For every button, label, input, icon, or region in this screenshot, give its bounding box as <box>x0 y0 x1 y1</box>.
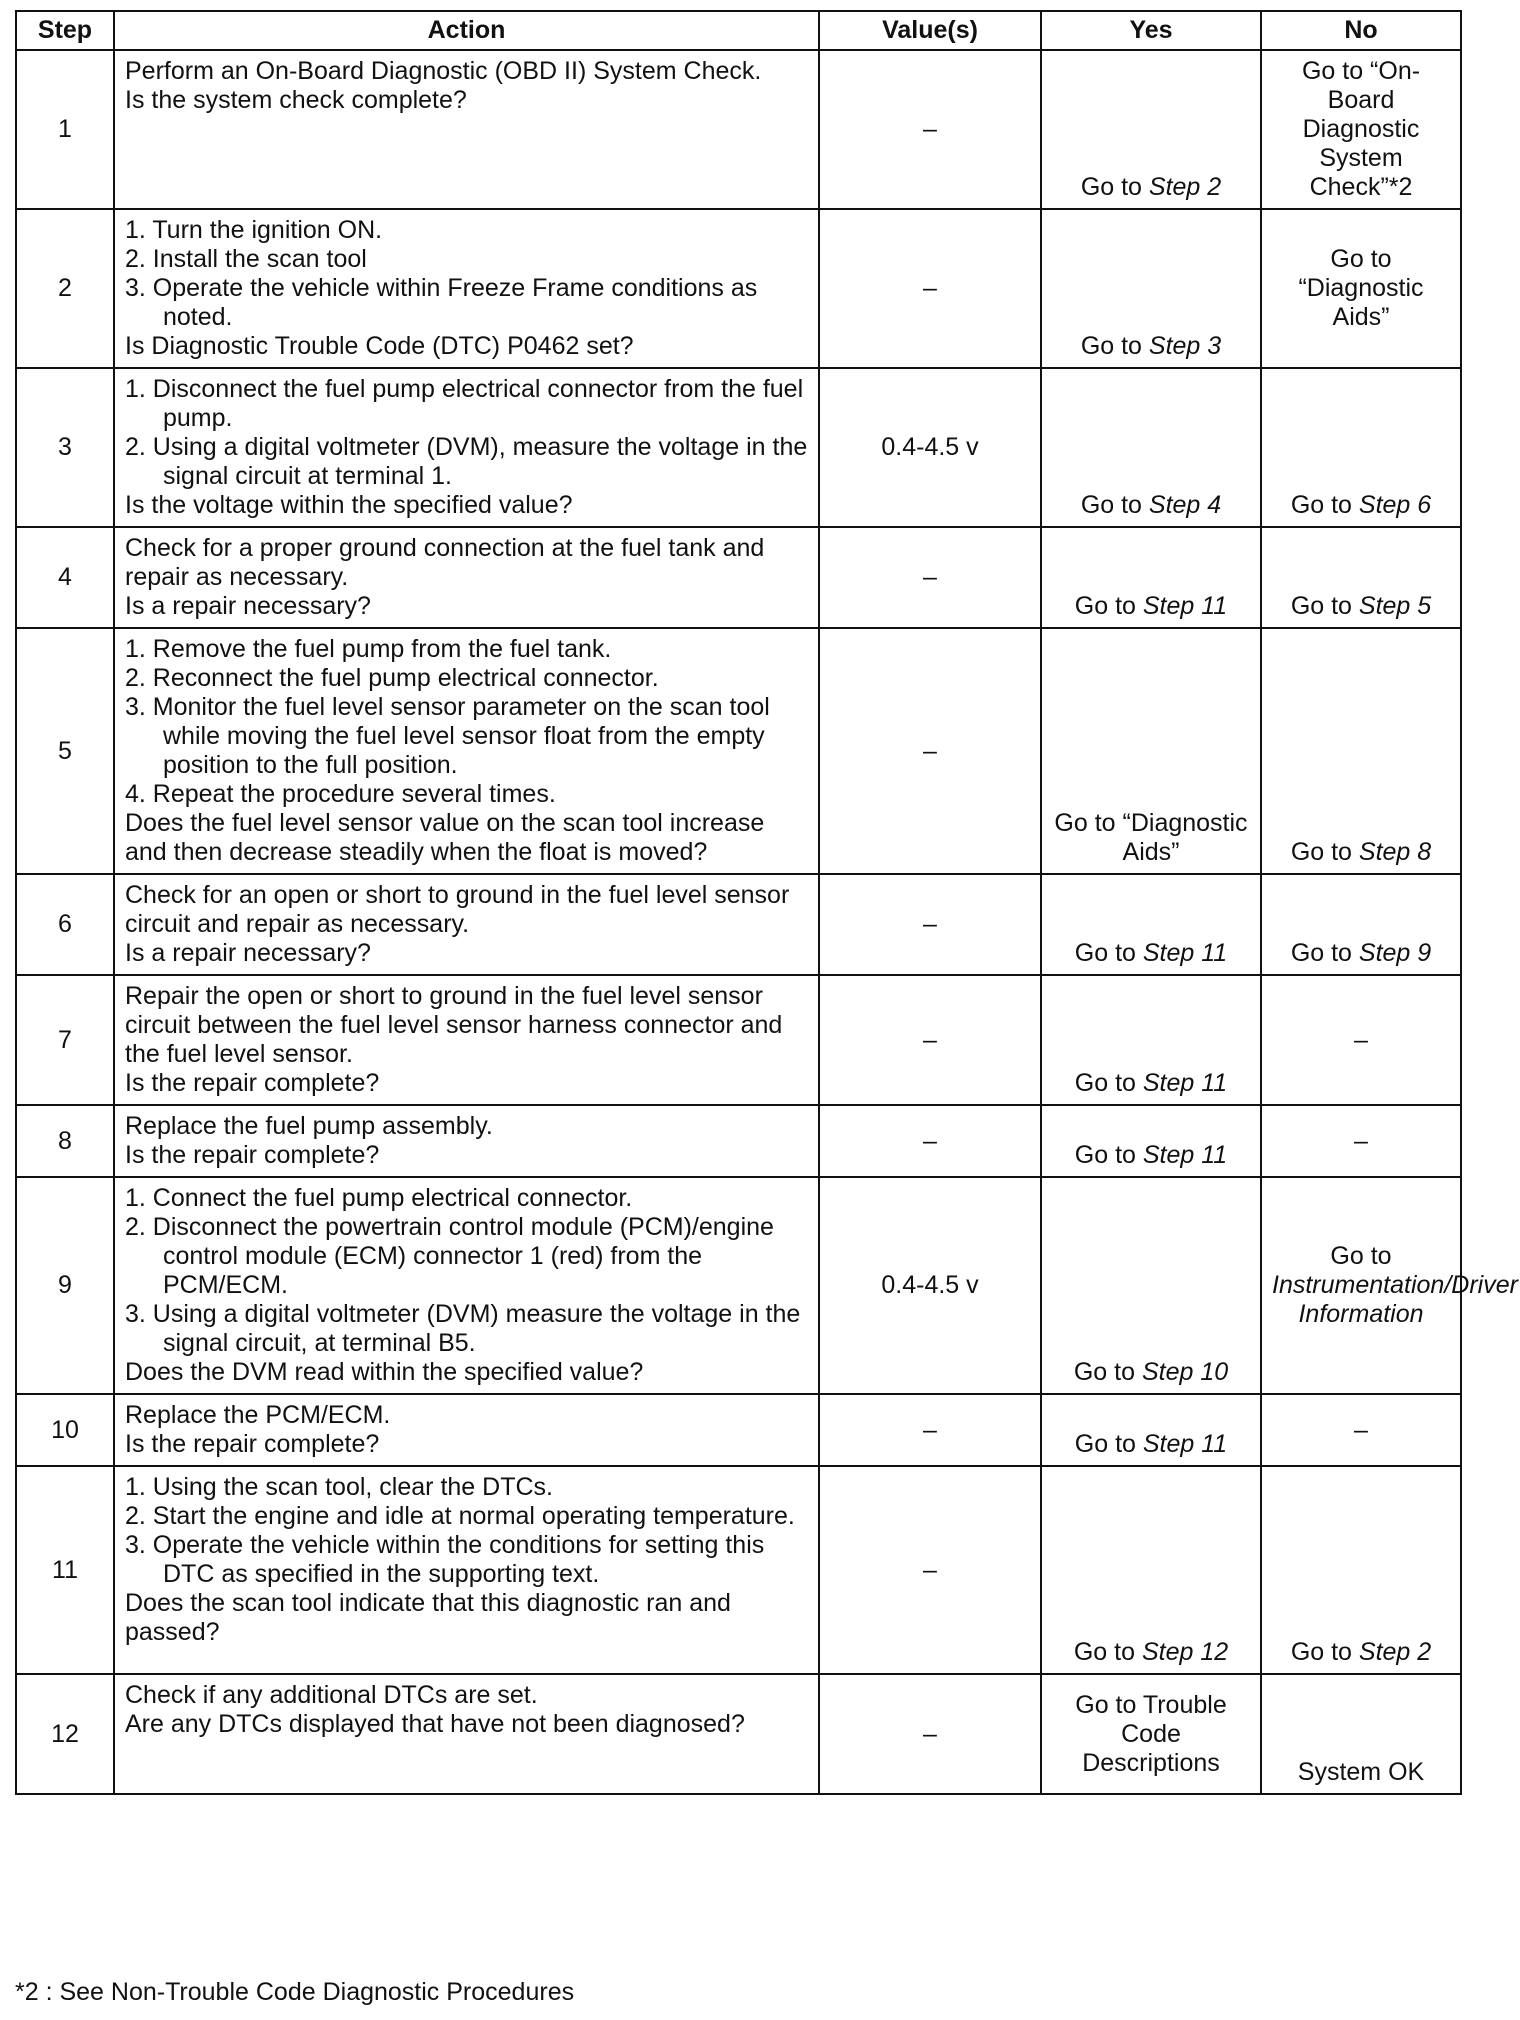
action-text: Perform an On-Board Diagnostic (OBD II) System Check. <box>125 57 762 85</box>
step-number: 7 <box>16 975 114 1105</box>
step-number: 8 <box>16 1105 114 1177</box>
action-question: Is the voltage within the specified value? <box>125 491 573 519</box>
action-step-item: 3. Operate the vehicle within the conditions for setting this DTC as specified in the supporting text. <box>125 1531 765 1588</box>
yes-step-ref: Step 3 <box>1148 332 1222 360</box>
yes-text: Go to <box>1074 1069 1143 1097</box>
no-text: Go to <box>1290 491 1359 519</box>
yes-step-ref: Step 12 <box>1141 1638 1229 1666</box>
yes-cell <box>1041 628 1261 874</box>
action-question: Does the scan tool indicate that this diagnostic ran and passed? <box>125 1589 731 1646</box>
no-step-ref: Step 9 <box>1358 939 1432 967</box>
yes-step-ref: Step 11 <box>1142 1069 1228 1097</box>
diagnostic-table <box>15 10 1518 1795</box>
no-text: Go to <box>1290 592 1359 620</box>
value-cell: – <box>819 209 1041 368</box>
yes-cell <box>1041 1674 1261 1794</box>
no-step-ref: Step 8 <box>1358 838 1432 866</box>
action-step-item: 3. Operate the vehicle within Freeze Frame conditions as noted. <box>125 274 758 331</box>
yes-step-ref: Step 11 <box>1142 1430 1228 1458</box>
no-text: Go to <box>1290 1638 1359 1666</box>
action-cell <box>114 1394 819 1466</box>
no-text: – <box>1354 1126 1368 1155</box>
no-text: – <box>1354 1025 1368 1054</box>
action-question: Is the system check complete? <box>125 86 467 114</box>
action-text: Replace the fuel pump assembly. <box>125 1112 493 1140</box>
yes-text: Go to <box>1080 173 1149 201</box>
step-number: 1 <box>16 50 114 209</box>
action-step-item: 2. Using a digital voltmeter (DVM), measure the voltage in the signal circuit at terminal 1. <box>125 433 808 490</box>
yes-cell <box>1041 527 1261 628</box>
value-cell: 0.4-4.5 v <box>819 1177 1041 1394</box>
action-question: Is the repair complete? <box>125 1430 380 1458</box>
action-cell <box>114 1105 819 1177</box>
step-number: 5 <box>16 628 114 874</box>
header-yes: Yes <box>1041 11 1261 50</box>
action-cell <box>114 874 819 975</box>
step-number: 9 <box>16 1177 114 1394</box>
action-step-item: 2. Install the scan tool <box>125 245 367 273</box>
yes-step-ref: Step 11 <box>1142 1141 1228 1169</box>
step-number: 12 <box>16 1674 114 1794</box>
action-question: Is a repair necessary? <box>125 939 371 967</box>
yes-text: Go to Trouble Code Descriptions <box>1075 1690 1227 1777</box>
value-cell: – <box>819 628 1041 874</box>
action-cell <box>114 50 819 209</box>
yes-step-ref: Step 11 <box>1142 939 1228 967</box>
action-step-item: 2. Disconnect the powertrain control module (PCM)/engine control module (ECM) connector 1 (red) from the PCM/ECM. <box>125 1213 774 1299</box>
yes-cell <box>1041 50 1261 209</box>
table-row <box>16 1105 1461 1177</box>
action-step-item: 3. Monitor the fuel level sensor parameter on the scan tool while moving the fuel level sensor float from the empty position to the full position. <box>125 693 770 779</box>
action-step-item: 1. Disconnect the fuel pump electrical connector from the fuel pump. <box>125 375 804 432</box>
action-step-item: 2. Reconnect the fuel pump electrical connector. <box>125 664 659 692</box>
table-row <box>16 368 1461 527</box>
no-step-ref: Step 2 <box>1358 1638 1432 1666</box>
yes-text: Go to <box>1074 1430 1143 1458</box>
no-cell <box>1261 1394 1461 1466</box>
no-step-ref: Step 5 <box>1358 592 1432 620</box>
header-step: Step <box>16 11 114 50</box>
value-cell: – <box>819 1466 1041 1674</box>
header-values: Value(s) <box>819 11 1041 50</box>
no-cell <box>1261 1105 1461 1177</box>
header-no: No <box>1261 11 1461 50</box>
value-cell: – <box>819 975 1041 1105</box>
table-row <box>16 1394 1461 1466</box>
step-number: 2 <box>16 209 114 368</box>
yes-text: Go to “Diagnostic Aids” <box>1054 809 1248 866</box>
action-step-item: 2. Start the engine and idle at normal operating temperature. <box>125 1502 795 1530</box>
footnote: *2 : See Non-Trouble Code Diagnostic Procedures <box>15 1978 575 2006</box>
yes-cell <box>1041 1105 1261 1177</box>
table-row <box>16 1466 1461 1674</box>
no-text: Go to “On-Board Diagnostic System Check”*2 <box>1301 57 1421 201</box>
yes-cell <box>1041 975 1261 1105</box>
value-cell: – <box>819 50 1041 209</box>
action-cell <box>114 368 819 527</box>
no-cell <box>1261 50 1461 209</box>
yes-text: Go to <box>1074 592 1143 620</box>
action-step-item: 1. Using the scan tool, clear the DTCs. <box>125 1473 553 1501</box>
no-section-ref: Instrumentation/Driver Information <box>1272 1271 1518 1328</box>
action-question: Does the DVM read within the specified value? <box>125 1358 644 1386</box>
action-question: Is Diagnostic Trouble Code (DTC) P0462 set? <box>125 332 634 360</box>
yes-text: Go to <box>1080 332 1149 360</box>
action-step-item: 4. Repeat the procedure several times. <box>125 780 556 808</box>
action-step-item: 1. Connect the fuel pump electrical connector. <box>125 1184 633 1212</box>
action-question: Are any DTCs displayed that have not been diagnosed? <box>125 1710 745 1738</box>
yes-text: Go to <box>1080 491 1149 519</box>
yes-step-ref: Step 10 <box>1141 1358 1229 1386</box>
header-row <box>16 11 1461 50</box>
no-step-ref: Step 6 <box>1358 491 1432 519</box>
step-number: 3 <box>16 368 114 527</box>
value-cell: – <box>819 527 1041 628</box>
action-step-item: 3. Using a digital voltmeter (DVM) measure the voltage in the signal circuit, at terminal B5. <box>125 1300 801 1357</box>
value-cell: 0.4-4.5 v <box>819 368 1041 527</box>
yes-step-ref: Step 2 <box>1148 173 1222 201</box>
no-cell <box>1261 975 1461 1105</box>
no-text: Go to <box>1290 939 1359 967</box>
yes-cell <box>1041 874 1261 975</box>
action-question: Is the repair complete? <box>125 1069 380 1097</box>
table-row <box>16 209 1461 368</box>
yes-step-ref: Step 11 <box>1142 592 1228 620</box>
action-question: Does the fuel level sensor value on the scan tool increase and then decrease steadily when the float is moved? <box>125 809 765 866</box>
action-step-item: 1. Turn the ignition ON. <box>125 216 383 244</box>
yes-text: Go to <box>1074 1141 1143 1169</box>
no-text: Go to <box>1330 1242 1392 1270</box>
yes-cell <box>1041 368 1261 527</box>
action-text: Check if any additional DTCs are set. <box>125 1681 538 1709</box>
action-cell <box>114 1674 819 1794</box>
action-text: Repair the open or short to ground in the fuel level sensor circuit between the fuel level sensor harness connector and the fuel level sensor. <box>125 982 783 1068</box>
yes-cell <box>1041 1177 1261 1394</box>
action-question: Is the repair complete? <box>125 1141 380 1169</box>
step-number: 10 <box>16 1394 114 1466</box>
action-cell <box>114 527 819 628</box>
action-text: Replace the PCM/ECM. <box>125 1401 391 1429</box>
action-cell <box>114 1466 819 1674</box>
value-cell: – <box>819 1674 1041 1794</box>
yes-text: Go to <box>1074 939 1143 967</box>
step-number: 11 <box>16 1466 114 1674</box>
no-cell <box>1261 368 1461 527</box>
no-cell <box>1261 1674 1461 1794</box>
no-text: System OK <box>1297 1758 1425 1786</box>
no-cell <box>1261 1177 1518 1394</box>
no-text: Go to <box>1290 838 1359 866</box>
action-cell <box>114 975 819 1105</box>
table-row <box>16 874 1461 975</box>
yes-text: Go to <box>1073 1638 1142 1666</box>
no-text: – <box>1354 1415 1368 1444</box>
no-cell <box>1261 209 1461 368</box>
no-text: Go to “Diagnostic Aids” <box>1298 245 1424 331</box>
table-row <box>16 527 1461 628</box>
table-row <box>16 1674 1461 1794</box>
table-row <box>16 50 1461 209</box>
no-cell <box>1261 1466 1461 1674</box>
action-text: Check for a proper ground connection at the fuel tank and repair as necessary. <box>125 534 765 591</box>
header-action: Action <box>114 11 819 50</box>
yes-text: Go to <box>1073 1358 1142 1386</box>
yes-cell <box>1041 1466 1261 1674</box>
yes-step-ref: Step 4 <box>1148 491 1222 519</box>
no-cell <box>1261 874 1461 975</box>
step-number: 4 <box>16 527 114 628</box>
action-text: Check for an open or short to ground in the fuel level sensor circuit and repair as necessary. <box>125 881 790 938</box>
action-step-item: 1. Remove the fuel pump from the fuel tank. <box>125 635 612 663</box>
step-number: 6 <box>16 874 114 975</box>
no-cell <box>1261 527 1461 628</box>
table-row <box>16 975 1461 1105</box>
action-cell <box>114 209 819 368</box>
table-body <box>16 50 1518 1794</box>
value-cell: – <box>819 1105 1041 1177</box>
action-cell <box>114 1177 819 1394</box>
table-row <box>16 1177 1461 1394</box>
table-row <box>16 628 1461 874</box>
yes-cell <box>1041 1394 1261 1466</box>
value-cell: – <box>819 874 1041 975</box>
yes-cell <box>1041 209 1261 368</box>
action-question: Is a repair necessary? <box>125 592 371 620</box>
action-cell <box>114 628 819 874</box>
value-cell: – <box>819 1394 1041 1466</box>
no-cell <box>1261 628 1461 874</box>
